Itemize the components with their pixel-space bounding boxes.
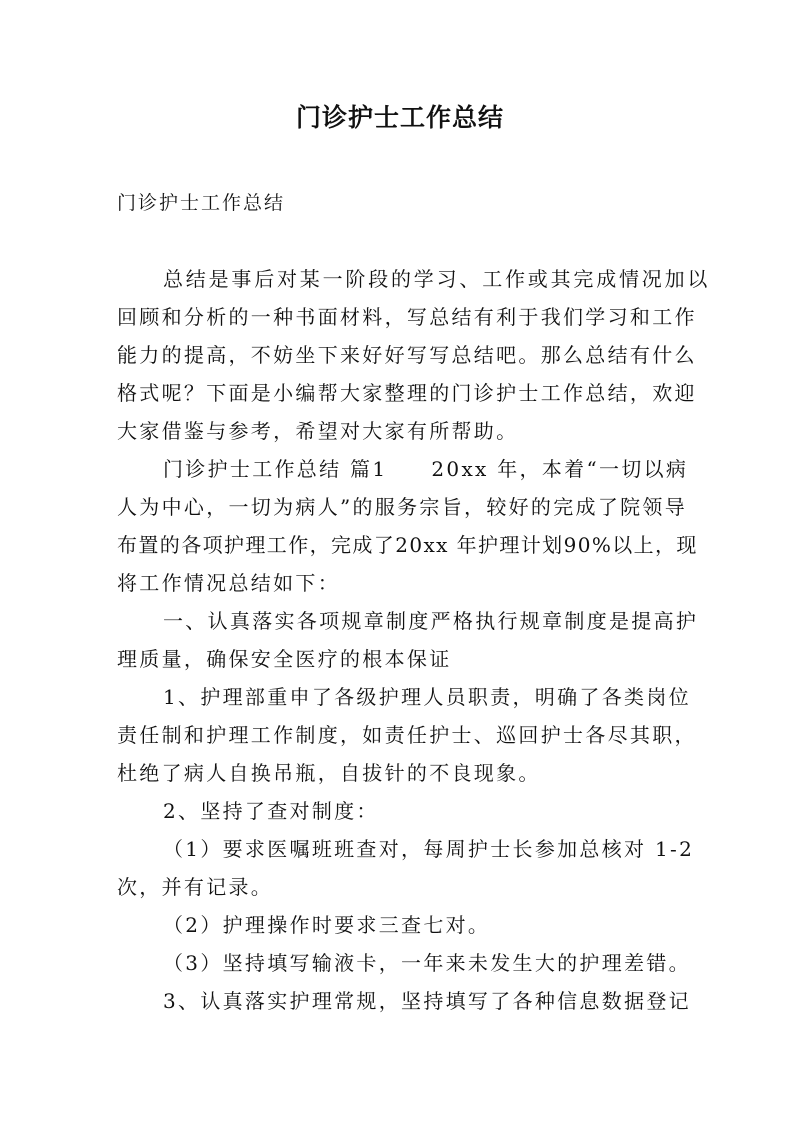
paragraph-line: 3、认真落实护理常规，坚持填写了各种信息数据登记 [163,989,691,1013]
paragraph-line: 杜绝了病人自换吊瓶，自拔针的不良现象。 [117,761,541,785]
document-subtitle: 门诊护士工作总结 [117,192,286,214]
section-heading-line [163,452,688,486]
paragraph-line: 20xx 年，本着“一切以病 [431,457,689,481]
paragraph-line: 一、认真落实各项规章制度严格执行规章制度是提高护 [163,609,699,633]
paragraph-line: 大家借鉴与参考，希望对大家有所帮助。 [117,419,519,443]
paragraph-line: 理质量，确保安全医疗的根本保证 [117,647,452,671]
paragraph-line: 格式呢？下面是小编帮大家整理的门诊护士工作总结，欢迎 [117,381,697,405]
document-title: 门诊护士工作总结 [295,103,504,132]
paragraph-line: 布置的各项护理工作，完成了20xx 年护理计划90%以上，现 [117,533,698,557]
section-heading: 门诊护士工作总结 篇1 [163,457,388,481]
paragraph-line: 1、护理部重申了各级护理人员职责，明确了各类岗位 [163,685,691,709]
paragraph-line: 总结是事后对某一阶段的学习、工作或其完成情况加以 [163,267,711,291]
paragraph-line: 次，并有记录。 [117,875,274,899]
paragraph-line: （2）护理操作时要求三查七对。 [163,913,491,937]
paragraph-line: 能力的提高，不妨坐下来好好写写总结吧。那么总结有什么 [117,343,697,367]
paragraph-line: 将工作情况总结如下： [117,571,340,595]
paragraph-line: 人为中心，一切为病人”的服务宗旨，较好的完成了院领导 [117,495,688,519]
paragraph-line: 回顾和分析的一种书面材料，写总结有利于我们学习和工作 [117,305,697,329]
paragraph-line: （1）要求医嘱班班查对，每周护士长参加总核对 1-2 [163,837,695,861]
paragraph-line: 责任制和护理工作制度，如责任护士、巡回护士各尽其职， [117,723,697,747]
paragraph-line: （3）坚持填写输液卡，一年来未发生大的护理差错。 [163,951,691,975]
paragraph-line: 2、坚持了查对制度： [163,799,379,823]
